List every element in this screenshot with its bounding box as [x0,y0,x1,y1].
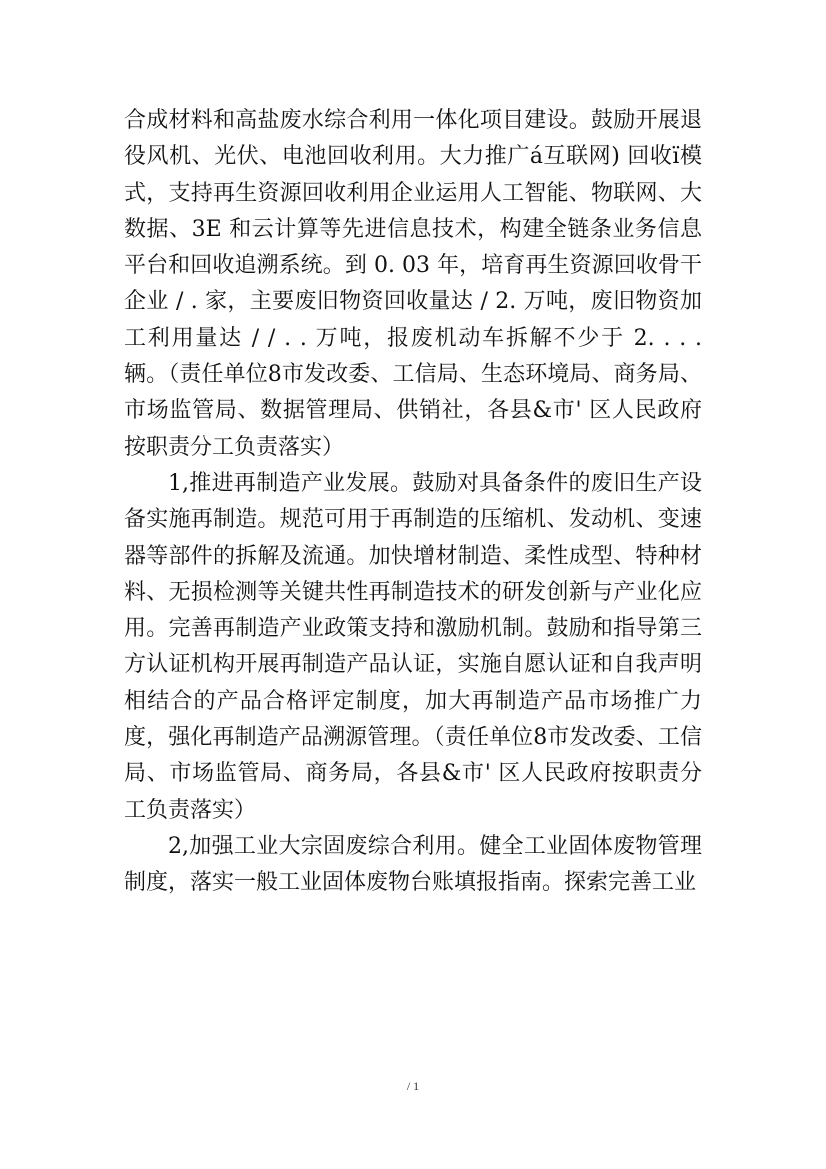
paragraph-industrial-solid-waste: 2,加强工业大宗固废综合利用。健全工业固体废物管理制度，落实一般工业固体废物台账填报指南。探索完善工业 [124,833,702,896]
document-body [124,103,702,902]
paragraph-remanufacturing: 1,推进再制造产业发展。鼓励对具备条件的废旧生产设备实施再制造。规范可用于再制造的压缩机、发动机、变速器等部件的拆解及流通。加快增材制造、柔性成型、特种材料、无损检测等关键共性再制造技术的研发创新与产业化应用。完善再制造产业政策支持和激励机制。鼓励和指导第三方认证机构开展再制造产品认证，实施自愿认证和自我声明相结合的产品合格评定制度，加大再制造产品市场推广力度，强化再制造产品溯源管理。（责任单位8市发改委、工信局、市场监管局、商务局，各县&市' 区人民政府按职责分工负责落实） [124,470,702,823]
paragraph-recycling-targets: 合成材料和高盐废水综合利用一体化项目建设。鼓励开展退役风机、光伏、电池回收利用。大力推广á互联网) 回收ï模式，支持再生资源回收利用企业运用人工智能、物联网、大数据、3E 和云计算等先进信息技术，构建全链条业务信息平台和回收追溯系统。到 0. 03 年，培育再生资源回收骨干企业 / . 家，主要废旧物资回收量达 / 2. 万吨，废旧物资加工利用量达 / / . . 万吨，报废机动车拆解不少于 2. . . . 辆。（责任单位8市发改委、工信局、生态环境局、商务局、市场监管局、数据管理局、供销社，各县&市' 区人民政府按职责分工负责落实） [124,108,702,460]
page-number: / 1 [406,1079,420,1093]
